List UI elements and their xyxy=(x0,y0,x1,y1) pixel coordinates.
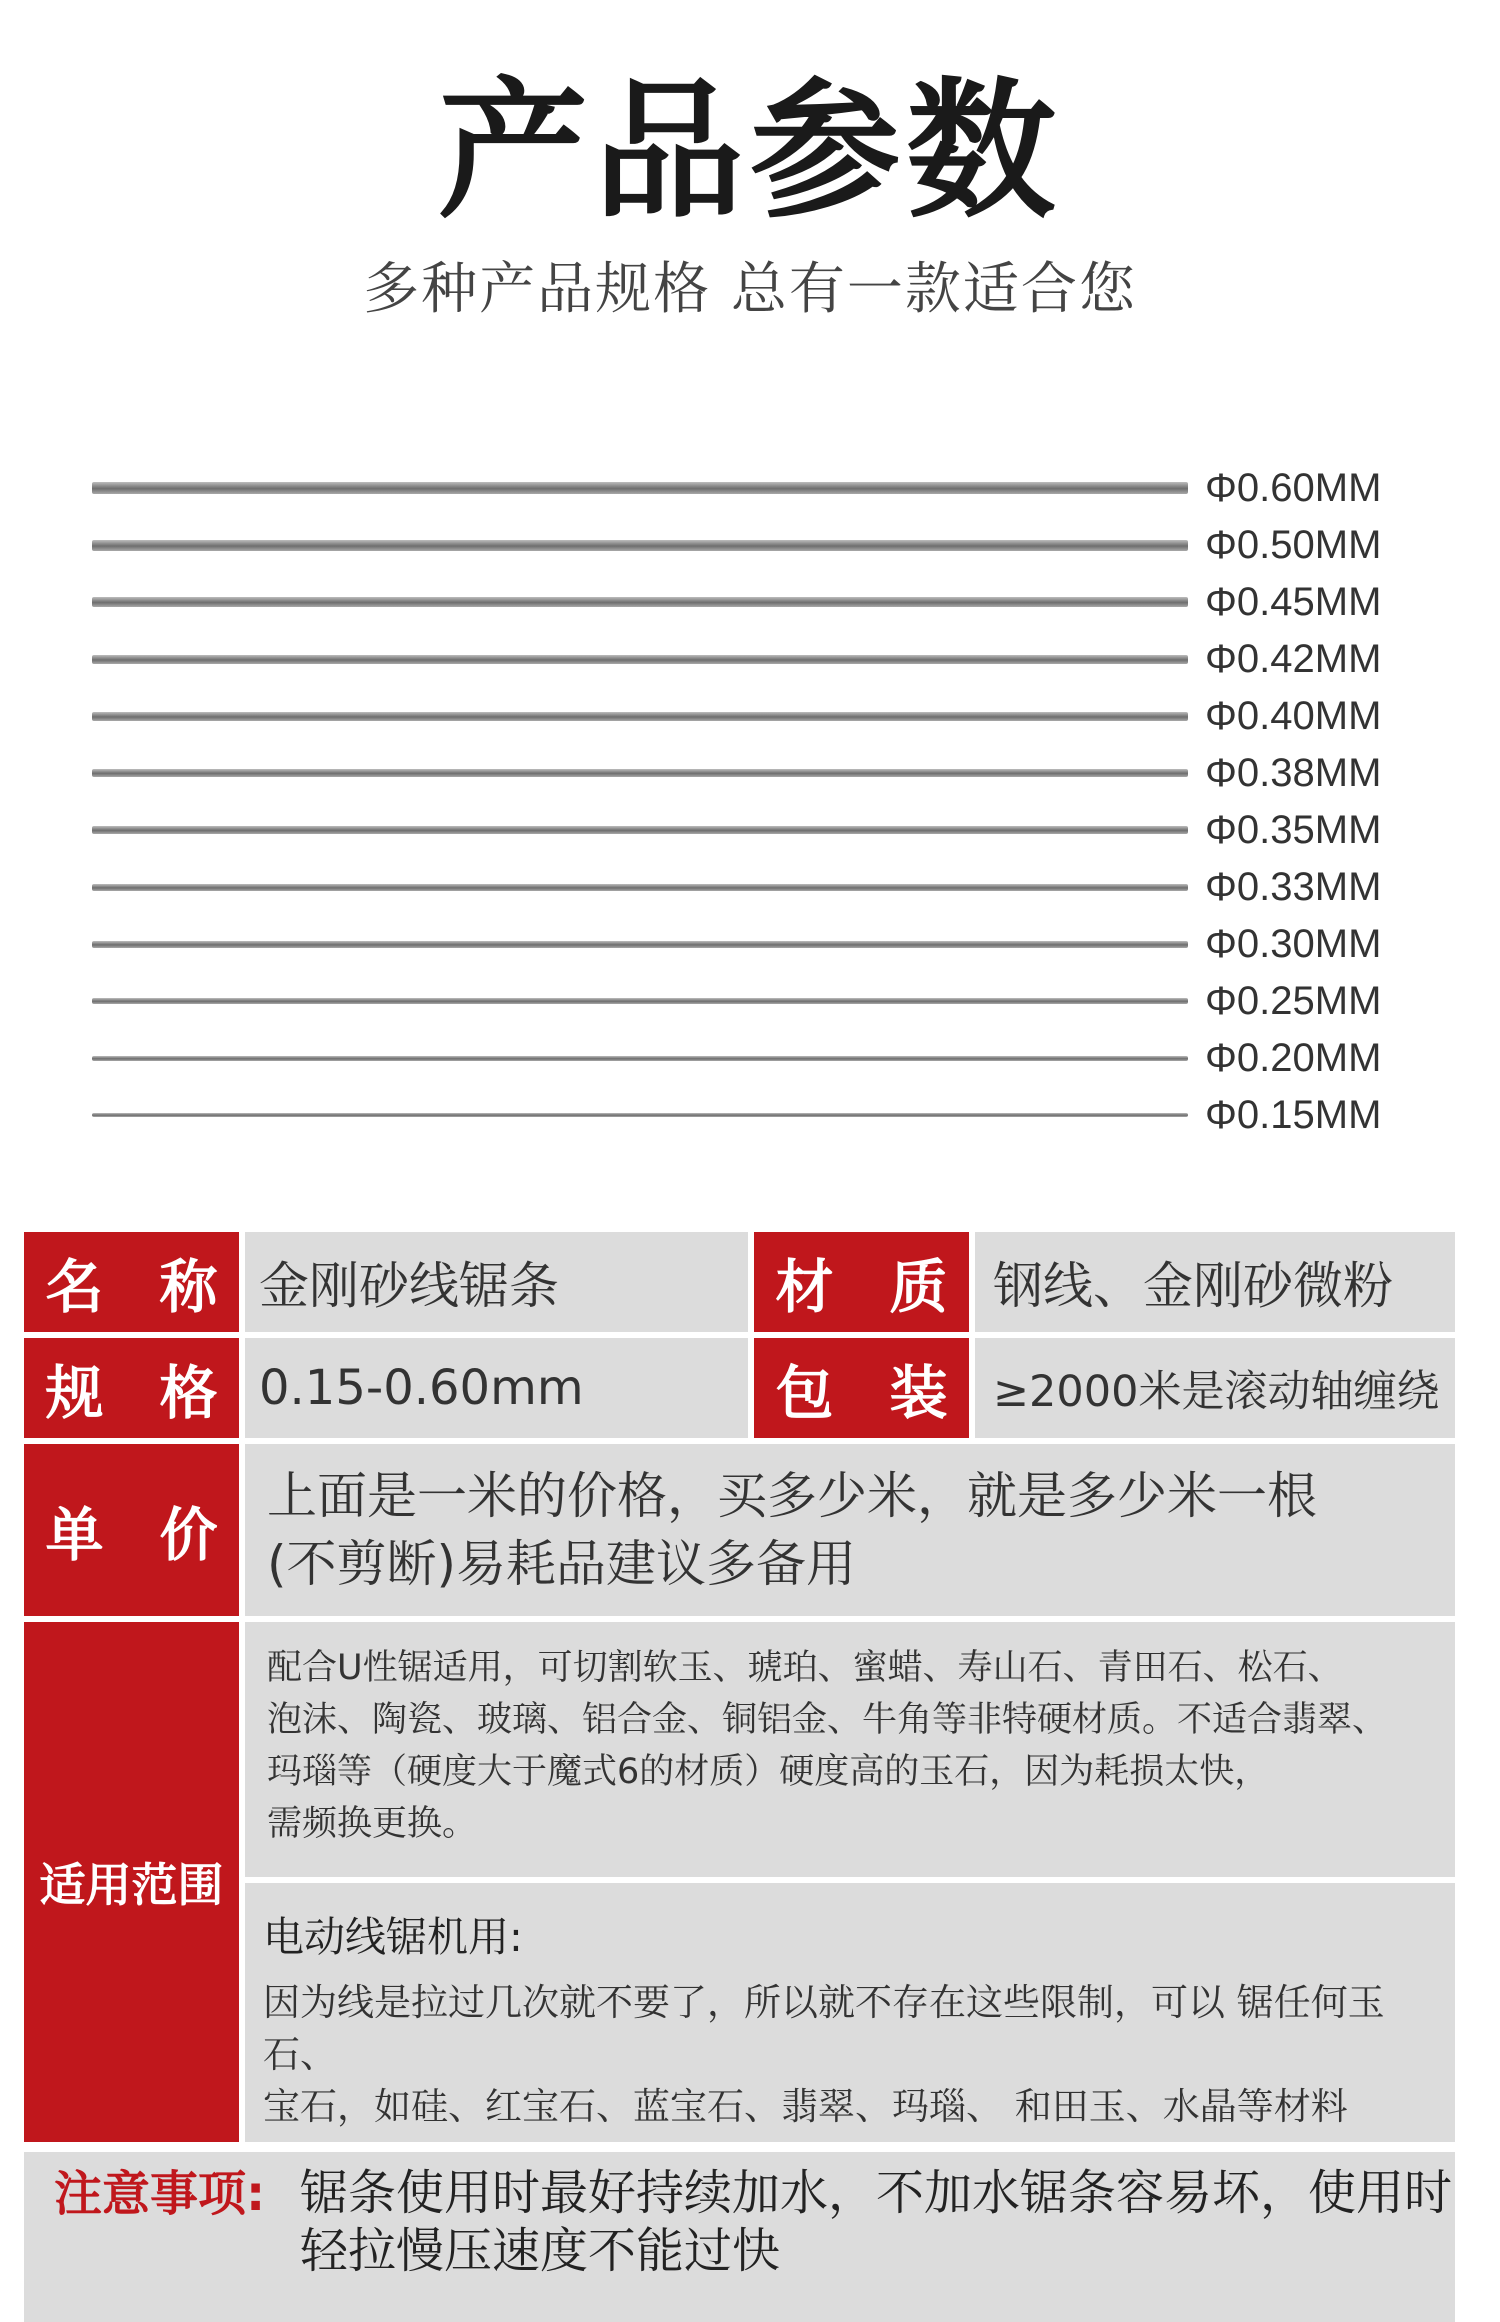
name-label: 名 称 xyxy=(24,1232,239,1332)
wire-size-label: Φ0.42MM xyxy=(1205,637,1382,681)
spec-table xyxy=(24,1232,1455,2142)
notice-box xyxy=(24,2152,1455,2322)
size-value: 0.15-0.60mm xyxy=(245,1338,748,1438)
size-label: 规 格 xyxy=(24,1338,239,1438)
wire-size-label: Φ0.35MM xyxy=(1205,808,1382,852)
wire-sample xyxy=(92,597,1188,607)
material-label: 材 质 xyxy=(754,1232,969,1332)
wire-size-label: Φ0.38MM xyxy=(1205,751,1382,795)
wire-size-label: Φ0.33MM xyxy=(1205,865,1382,909)
scope-text-electric-saw: 电动线锯机用: 因为线是拉过几次就不要了，所以就不存在这些限制，可以 锯任何玉石、 宝石，如硅、红宝石、蓝宝石、翡翠、玛瑙、 和田玉、水晶等材料 xyxy=(245,1883,1455,2142)
wire-row xyxy=(0,973,1500,1029)
wire-row xyxy=(0,802,1500,858)
wire-row xyxy=(0,1087,1500,1143)
wire-sample xyxy=(92,769,1188,777)
wire-samples xyxy=(0,460,1500,1140)
page-subtitle: 多种产品规格 总有一款适合您 xyxy=(363,257,1137,322)
wire-sample xyxy=(92,712,1188,721)
page-title: 产品参数 xyxy=(437,65,1062,239)
wire-sample xyxy=(92,482,1188,494)
wire-size-label: Φ0.15MM xyxy=(1205,1093,1382,1137)
wire-size-label: Φ0.20MM xyxy=(1205,1036,1382,1080)
wire-row xyxy=(0,688,1500,744)
wire-sample xyxy=(92,1056,1188,1061)
wire-row xyxy=(0,916,1500,972)
wire-row xyxy=(0,574,1500,630)
price-value xyxy=(245,1444,1455,1616)
wire-size-label: Φ0.40MM xyxy=(1205,694,1382,738)
package-value: ≥2000米是滚动轴缠绕 xyxy=(975,1338,1455,1438)
wire-sample xyxy=(92,1113,1188,1117)
package-label: 包 装 xyxy=(754,1338,969,1438)
wire-row xyxy=(0,745,1500,801)
wire-size-label: Φ0.50MM xyxy=(1205,523,1382,567)
wire-size-label: Φ0.25MM xyxy=(1205,979,1382,1023)
wire-size-label: Φ0.60MM xyxy=(1205,466,1382,510)
wire-sample xyxy=(92,655,1188,664)
electric-saw-heading: 电动线锯机用: xyxy=(263,1913,523,1961)
wire-row xyxy=(0,1030,1500,1086)
wire-sample xyxy=(92,540,1188,551)
wire-sample xyxy=(92,884,1188,891)
wire-row xyxy=(0,517,1500,573)
material-value: 钢线、金刚砂微粉 xyxy=(975,1232,1455,1332)
notice-text: 锯条使用时最好持续加水，不加水锯条容易坏，使用时 轻拉慢压速度不能过快 xyxy=(300,2165,1453,2279)
notice-heading: 注意事项: xyxy=(54,2166,266,2222)
price-line-2: (不剪断)易耗品建议多备用 xyxy=(267,1535,857,1593)
wire-row xyxy=(0,631,1500,687)
wire-sample xyxy=(92,998,1188,1004)
wire-row xyxy=(0,460,1500,516)
name-value: 金刚砂线锯条 xyxy=(245,1232,748,1332)
scope-label: 适用范围 xyxy=(24,1622,239,2142)
wire-sample xyxy=(92,941,1188,948)
wire-sample xyxy=(92,826,1188,834)
scope-text-u-saw: 配合U性锯适用，可切割软玉、琥珀、蜜蜡、寿山石、青田石、松石、 泡沫、陶瓷、玻璃、铝合金、铜铝金、牛角等非特硬材质。不适合翡翠、 玛瑙等（硬度大于魔式6的材质）硬度高的玉石，因为耗损太快， 需频换更换。 xyxy=(245,1622,1455,1877)
wire-size-label: Φ0.30MM xyxy=(1205,922,1382,966)
price-label: 单 价 xyxy=(24,1444,239,1616)
wire-row xyxy=(0,859,1500,915)
wire-size-label: Φ0.45MM xyxy=(1205,580,1382,624)
price-line-1: 上面是一米的价格，买多少米，就是多少米一根 xyxy=(267,1467,1317,1525)
